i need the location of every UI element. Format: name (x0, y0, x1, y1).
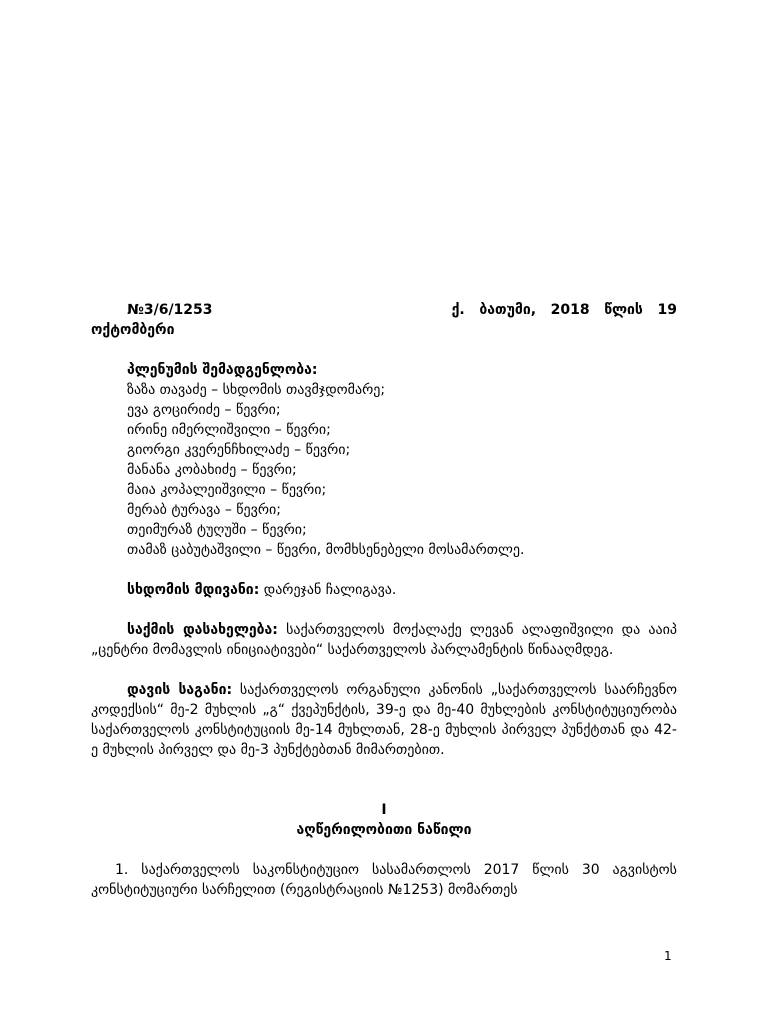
plenum-member: ზაზა თავაძე – სხდომის თავმჯდომარე; (127, 382, 386, 398)
subject-paragraph (91, 680, 677, 760)
section-title: აღწერილობითი ნაწილი (296, 822, 472, 838)
spacer (91, 760, 677, 780)
place-date: ქ. ბათუმი, 2018 წლის 19 (451, 302, 677, 318)
case-name-label: საქმის დასახელება: (127, 622, 278, 638)
case-name-text: საქართველოს მოქალაქე ლევან ალაფიშვილი და ააიპ „ცენტრი მომავლის ინიციატივები“ საქართველოს პარლამენტის წინააღმდეგ. (91, 622, 677, 658)
secretary-name: დარეჯან ჩალიგავა. (259, 582, 397, 598)
spacer (91, 560, 677, 580)
spacer (91, 840, 677, 860)
page-number: 1 (664, 949, 672, 963)
plenum-member: თამაზ ცაბუტაშვილი – წევრი, მომხსენებელი მოსამართლე. (127, 542, 525, 558)
subject-text: საქართველოს ორგანული კანონის „საქართველოს საარჩევნო კოდექსის“ მე-2 მუხლის „გ“ ქვეპუნქტის, 39-ე და მე-40 მუხლების კონსტიტუციურობა საქართველოს კონსტიტუციის მე-14 მუხლთან, 28-ე მუხლის პირველ პუნქტთან და 42-ე მუხლის პირველ და მე-3 პუნქტებთან მიმართებით. (91, 682, 677, 758)
place-date-continuation: ოქტომბერი (91, 322, 175, 338)
spacer (91, 780, 677, 800)
decision-number: №3/6/1253 (127, 302, 213, 318)
secretary-label: სხდომის მდივანი: (127, 582, 260, 598)
document-body (91, 300, 677, 900)
plenum-member: მერაბ ტურავა – წევრი; (127, 502, 281, 518)
plenum-title: პლენუმის შემადგენლობა: (127, 362, 318, 378)
plenum-member: თეიმურაზ ტუღუში – წევრი; (127, 522, 307, 538)
subject-label: დავის საგანი: (127, 682, 233, 698)
plenum-member: მანანა კობახიძე – წევრი; (127, 462, 297, 478)
secretary-line (91, 580, 677, 600)
plenum-member: მაია კოპალეიშვილი – წევრი; (127, 482, 327, 498)
header-line (91, 300, 677, 320)
plenum-member: ევა გოცირიძე – წევრი; (127, 402, 281, 418)
section-roman: I (381, 802, 387, 818)
plenum-member: გიორგი კვერენჩხილაძე – წევრი; (127, 442, 351, 458)
plenum-member: ირინე იმერლიშვილი – წევრი; (127, 422, 331, 438)
spacer (91, 600, 677, 620)
case-name-paragraph (91, 620, 677, 660)
plenum-block (91, 360, 677, 560)
spacer (91, 340, 677, 360)
spacer (91, 660, 677, 680)
paragraph-1: 1. საქართველოს საკონსტიტუციო სასამართლოს 2017 წლის 30 აგვისტოს კონსტიტუციური სარჩელით (რეგისტრაციის №1253) მომართეს (91, 862, 677, 898)
